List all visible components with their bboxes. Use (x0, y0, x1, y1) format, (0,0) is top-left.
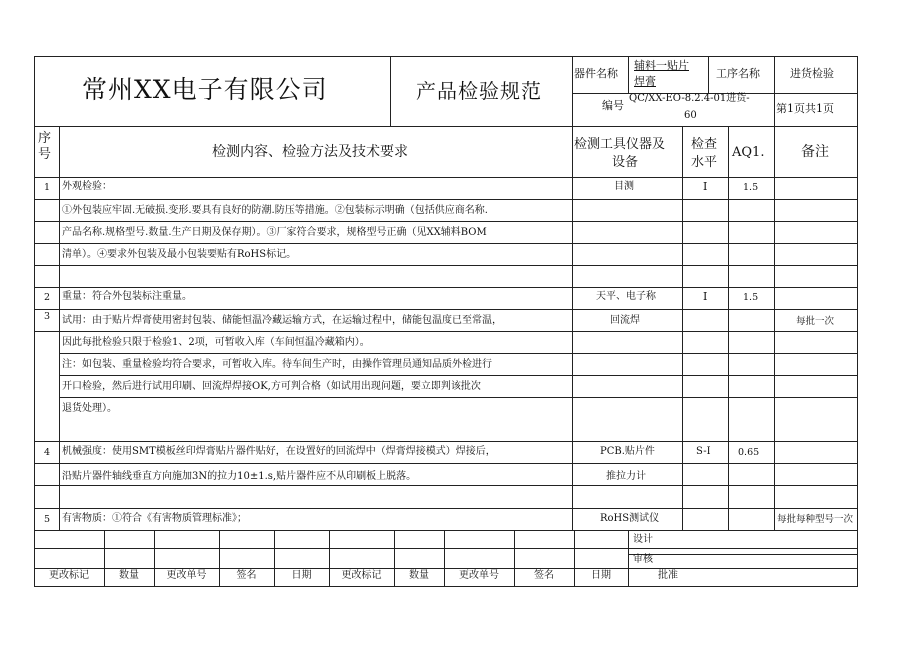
seq-col-line (59, 126, 60, 530)
item-remark: 每批一次 (796, 316, 835, 327)
approve-label: 批准 (658, 570, 678, 581)
number-label: 编号 (602, 99, 624, 112)
col-tools: 检测工具仪器及 (574, 137, 666, 152)
col-remark: 备注 (801, 144, 829, 160)
company-name: 常州XX电子有限公司 (82, 75, 328, 104)
content-col-line (572, 126, 573, 530)
item-level: I (703, 290, 708, 303)
col-aql: AQ1. (732, 145, 765, 160)
item-text: 机械强度：使用SMT模板丝印焊膏贴片器件贴好，在设置好的回流焊中（焊膏焊接模式）焊接后， (62, 446, 496, 457)
page-indicator: 第1页共1页 (776, 102, 834, 115)
header-bottom-line (34, 126, 858, 127)
item-aql: 0.65 (738, 447, 760, 458)
item-aql: 1.5 (743, 182, 759, 193)
item-no: 5 (44, 514, 51, 525)
aql-col-line (774, 126, 775, 530)
item-text: 清单）。④要求外包装及最小包装要贴有RoHS标记。 (62, 249, 297, 260)
item-tool-2: 推拉力计 (606, 471, 646, 482)
border-top (34, 56, 858, 57)
tools-col-line (682, 126, 683, 530)
design-label: 设计 (633, 534, 653, 545)
header-divider-5 (774, 56, 775, 126)
header-divider-4 (708, 56, 709, 93)
colhead-bottom-line (34, 177, 858, 178)
item-text: 因此每批检验只限于检验1、2项，可暂收入库（车间恒温冷藏箱内）。 (62, 337, 370, 348)
item-tool: 回流焊 (610, 315, 640, 326)
item-text: 产品名称.规格型号.数量.生产日期及保存期）。③厂家符合要求，规格型号正确（见XX辅料BOM (62, 227, 487, 238)
item-tool: 目测 (614, 181, 634, 192)
review-label: 审核 (633, 554, 653, 565)
inspection-sheet (34, 56, 858, 586)
item-text: 有害物质：①符合《有害物质管理标准》； (62, 513, 247, 524)
footer-label: 数量 (409, 570, 429, 581)
item-text: 注：如包装、重量检验均符合要求，可暂收入库。待车间生产时，由操作管理员通知品质外检进行 (62, 359, 492, 370)
header-divider-1 (390, 56, 391, 126)
item-text: 开口检验，然后进行试用印刷、回流焊焊接OK,方可判合格（如试用出现问题，要立即判该批次 (62, 381, 481, 392)
item-aql: 1.5 (743, 292, 759, 303)
item-tool: RoHS测试仪 (600, 513, 660, 524)
part-name-value-2: 焊膏 (634, 75, 656, 88)
doc-title: 产品检验规范 (416, 79, 542, 103)
footer-label: 日期 (291, 570, 312, 581)
footer-label: 数量 (119, 570, 139, 581)
border-bottom (34, 586, 858, 587)
item-text: 试用：由于贴片焊膏使用密封包装、储能恒温冷藏运输方式，在运输过程中，储能包温度已至常温， (62, 315, 502, 326)
footer-label: 签名 (534, 570, 554, 581)
col-content: 检测内容、检验方法及技术要求 (212, 144, 408, 160)
item-no: 4 (44, 447, 51, 458)
item-level: S-I (696, 446, 711, 457)
col-level: 检查 (691, 137, 718, 152)
item-remark: 每批每种型号一次 (777, 514, 854, 525)
item-tool: 天平、电子称 (596, 291, 656, 302)
footer-label: 更改单号 (459, 570, 499, 581)
item-no: 3 (44, 311, 51, 322)
footer-label: 日期 (591, 570, 611, 581)
footer-label: 更改标记 (49, 570, 89, 581)
item-text: ①外包装应牢固.无破损.变形.要具有良好的防潮.防压等措施。②包装标示明确（包括供应商名称. (62, 205, 488, 216)
header-divider-2 (572, 56, 573, 126)
part-name-label: 器件名称 (574, 67, 618, 80)
item-no: 2 (44, 292, 51, 303)
col-level-2: 水平 (691, 155, 718, 170)
header-divider-3 (628, 56, 629, 93)
item-level: I (703, 180, 708, 193)
item-tool: PCB.贴片件 (600, 446, 655, 457)
item-text: 退货处理）。 (62, 403, 117, 414)
doc-number: QC/XX-EO-8.2.4-01进货- (629, 93, 750, 104)
item-text: 外观检验： (62, 181, 112, 192)
footer-label: 签名 (236, 570, 257, 581)
footer-label: 更改标记 (341, 570, 382, 581)
level-col-line (728, 126, 729, 530)
col-seq-2: 号 (38, 147, 52, 162)
process-label: 工序名称 (716, 67, 760, 80)
footer-label: 更改单号 (166, 570, 207, 581)
doc-number-2: 60 (684, 110, 697, 121)
item-text: 重量：符合外包装标注重量。 (62, 291, 192, 302)
col-seq: 序 (38, 131, 52, 146)
col-tools-2: 设备 (612, 155, 639, 170)
process-value: 进货检验 (790, 67, 834, 80)
item-text: 沿贴片器件轴线垂直方向施加3N的拉力10±1.s,贴片器件应不从印刷板上脱落。 (62, 471, 417, 482)
part-name-value: 辅料一贴片 (634, 59, 689, 72)
item-no: 1 (44, 182, 51, 193)
